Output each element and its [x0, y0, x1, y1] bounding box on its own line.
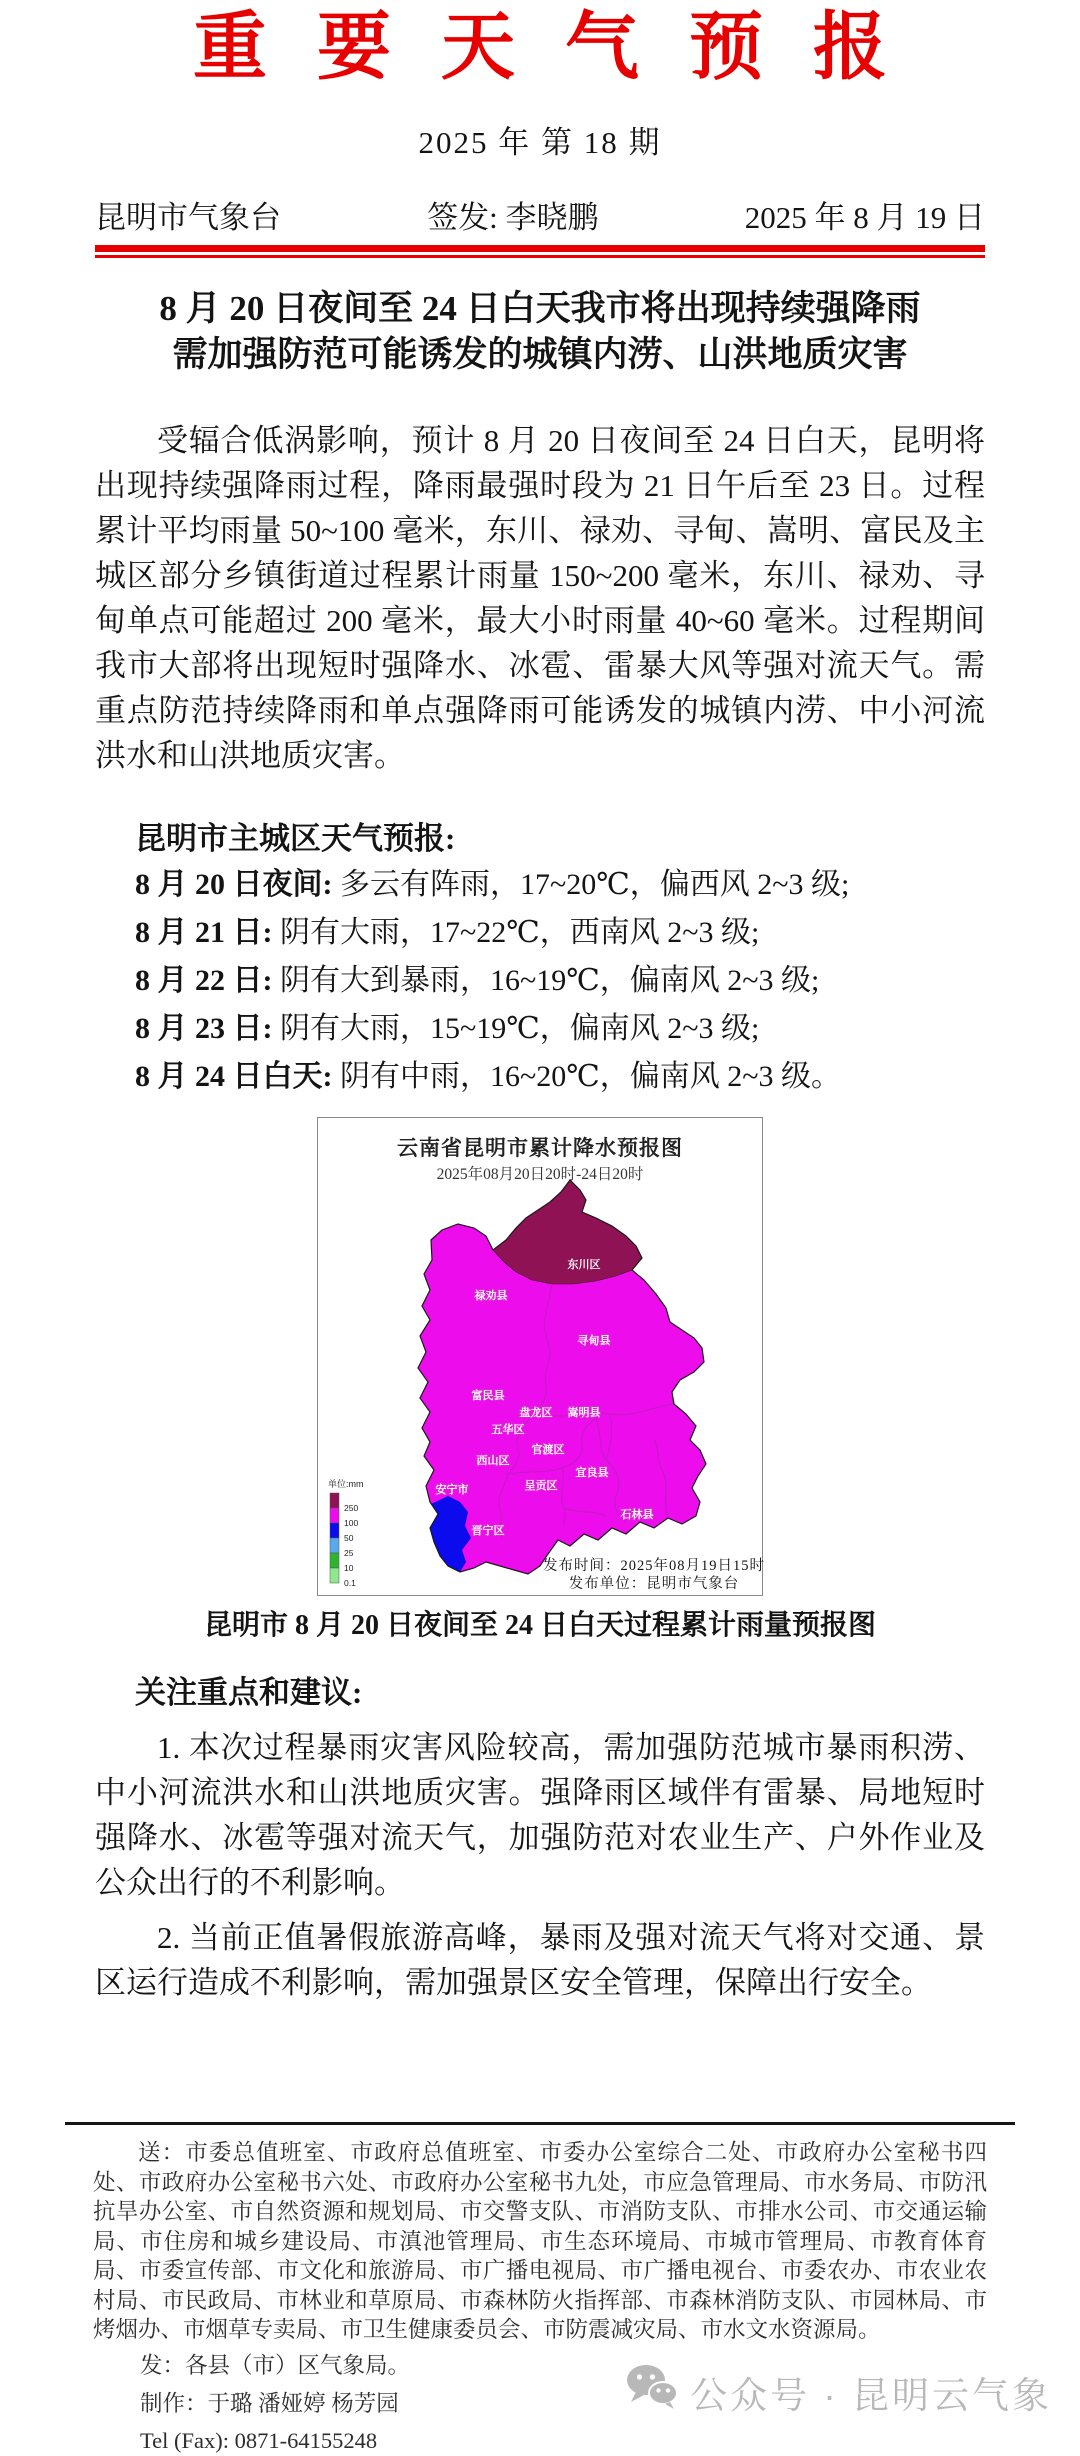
forecast-line: [95, 957, 985, 1005]
issuing-agency: 昆明市气象台: [95, 200, 281, 235]
headline-line2: 需加强防范可能诱发的城镇内涝、山洪地质灾害: [172, 335, 908, 374]
legend-swatch: [330, 1538, 339, 1553]
legend-swatch: [330, 1508, 339, 1523]
rainfall-map: [318, 1118, 765, 1595]
forecast-date: 8 月 20 日夜间:: [135, 868, 333, 901]
forecast-text: 多云有阵雨，17~20℃，偏西风 2~3 级;: [332, 868, 850, 901]
issue-date: 2025 年 8 月 19 日: [744, 200, 985, 235]
region-label: 盘龙区: [519, 1407, 553, 1419]
forecast-line: [95, 1005, 985, 1053]
advice-item-1: 1. 本次过程暴雨灾害风险较高，需加强防范城市暴雨积涝、中小河流洪水和山洪地质灾害。强降雨区域伴有雷暴、局地短时强降水、冰雹等强对流天气，加强防范对农业生产、户外作业及公众出行的不利影响。: [95, 1730, 985, 1900]
forecast-date: 8 月 23 日:: [135, 1012, 273, 1045]
forecast-date: 8 月 24 日白天:: [135, 1060, 333, 1093]
wechat-icon: [626, 2364, 678, 2419]
legend-swatch: [330, 1568, 339, 1583]
rainfall-map-figure: [317, 1117, 763, 1596]
legend-unit-label: 单位:mm: [328, 1479, 364, 1489]
bulletin-headline: [95, 286, 985, 378]
forecast-date: 8 月 22 日:: [135, 964, 273, 997]
legend-swatch: [330, 1523, 339, 1538]
map-legend: [328, 1478, 364, 1588]
forecast-date: 8 月 21 日:: [135, 916, 273, 949]
region-label: 官渡区: [531, 1444, 565, 1456]
legend-value: 100: [344, 1518, 359, 1528]
region-label: 禄劝县: [474, 1290, 508, 1302]
forecast-text: 阴有大雨，17~22℃，西南风 2~3 级;: [272, 916, 760, 949]
document-title: 重要天气预报: [193, 7, 937, 89]
map-caption: 昆明市 8 月 20 日夜间至 24 日白天过程累计雨量预报图: [203, 1610, 876, 1641]
region-label: 寻甸县: [577, 1335, 611, 1347]
region-label: 西山区: [476, 1455, 510, 1467]
map-subtitle: 2025年08月20日20时-24日20时: [436, 1166, 644, 1183]
region-label: 嵩明县: [567, 1407, 601, 1419]
red-double-rule: [95, 245, 985, 258]
issue-number: 2025 年 第 18 期: [418, 125, 662, 160]
region-label: 安宁市: [435, 1484, 469, 1496]
advice-heading: 关注重点和建议:: [135, 1675, 363, 1710]
footer-rule: [65, 2122, 1015, 2125]
signer: 签发: 李晓鹏: [427, 200, 599, 235]
legend-value: 0.1: [344, 1578, 356, 1588]
advice-item-2: 2. 当前正值暑假旅游高峰，暴雨及强对流天气将对交通、景区运行造成不利影响，需加强景区安全管理，保障出行安全。: [95, 1920, 985, 2000]
forecast-line: [95, 909, 985, 957]
legend-value: 50: [344, 1533, 354, 1543]
forecast-text: 阴有大到暴雨，16~19℃，偏南风 2~3 级;: [272, 964, 820, 997]
publish-time: 发布时间：2025年08月19日15时: [543, 1558, 765, 1574]
rule-thick: [95, 245, 985, 252]
headline-line1: 8 月 20 日夜间至 24 日白天我市将出现持续强降雨: [159, 289, 921, 328]
forecast-line: [95, 861, 985, 909]
region-label: 呈贡区: [524, 1480, 558, 1492]
summary-paragraph: 受辐合低涡影响，预计 8 月 20 日夜间至 24 日白天，昆明将出现持续强降雨过程，降雨最强时段为 21 日午后至 23 日。过程累计平均雨量 50~100 毫米，东川、禄劝、寻甸、嵩明、富民及主城区部分乡镇街道过程累计雨量 150~200 毫米，东川、禄劝、寻甸单点可能超过 200 毫米，最大小时雨量 40~60 毫米。过程期间我市大部将出现短时强降水、冰雹、雷暴大风等强对流天气。需重点防范持续降雨和单点强降雨可能诱发的城镇内涝、中小河流洪水和山洪地质灾害。: [95, 423, 985, 773]
legend-value: 25: [344, 1548, 354, 1558]
distribution-list: 送：市委总值班室、市政府总值班室、市委办公室综合二处、市政府办公室秘书四处、市政府办公室秘书六处、市政府办公室秘书九处，市应急管理局、市水务局、市防汛抗旱办公室、市自然资源和规划局、市交警支队、市消防支队、市排水公司、市交通运输局、市住房和城乡建设局、市滇池管理局、市生态环境局、市城市管理局、市教育体育局、市委宣传部、市文化和旅游局、市广播电视局、市广播电视台、市委农办、市农业农村局、市民政局、市林业和草原局、市森林防火指挥部、市森林消防支队、市园林局、市烤烟办、市烟草专卖局、市卫生健康委员会、市防震减灾局、市水文水资源局。: [93, 2140, 987, 2342]
document-page: [0, 4, 1080, 2453]
issuer-row: [95, 200, 985, 236]
forecast-line: [95, 1053, 985, 1101]
wechat-watermark: [626, 2364, 1052, 2419]
forecast-heading: 昆明市主城区天气预报:: [135, 821, 456, 856]
region-label: 晋宁区: [471, 1525, 505, 1537]
region-label: 石林县: [620, 1509, 654, 1521]
region-label: 五华区: [491, 1424, 525, 1436]
legend-swatch: [330, 1493, 339, 1508]
forecast-text: 阴有大雨，15~19℃，偏南风 2~3 级;: [272, 1012, 760, 1045]
legend-value: 10: [344, 1563, 354, 1573]
tel-line: Tel (Fax): 0871-64155248: [140, 2427, 378, 2453]
legend-swatch: [330, 1553, 339, 1568]
map-title: 云南省昆明市累计降水预报图: [397, 1136, 683, 1160]
forecast-text: 阴有中雨，16~20℃，偏南风 2~3 级。: [332, 1060, 842, 1093]
region-label: 富民县: [471, 1390, 505, 1402]
rule-thin: [95, 255, 985, 258]
issue-to-line: 发：各县（市）区气象局。: [140, 2352, 411, 2378]
legend-value: 250: [344, 1503, 359, 1513]
region-label: 东川区: [567, 1259, 601, 1271]
watermark-text: 公众号 · 昆明云气象: [690, 2374, 1052, 2416]
makers-line: 制作：于璐 潘娅婷 杨芳园: [140, 2390, 399, 2416]
publish-unit: 发布单位：昆明市气象台: [568, 1576, 740, 1592]
region-label: 宜良县: [575, 1467, 609, 1479]
